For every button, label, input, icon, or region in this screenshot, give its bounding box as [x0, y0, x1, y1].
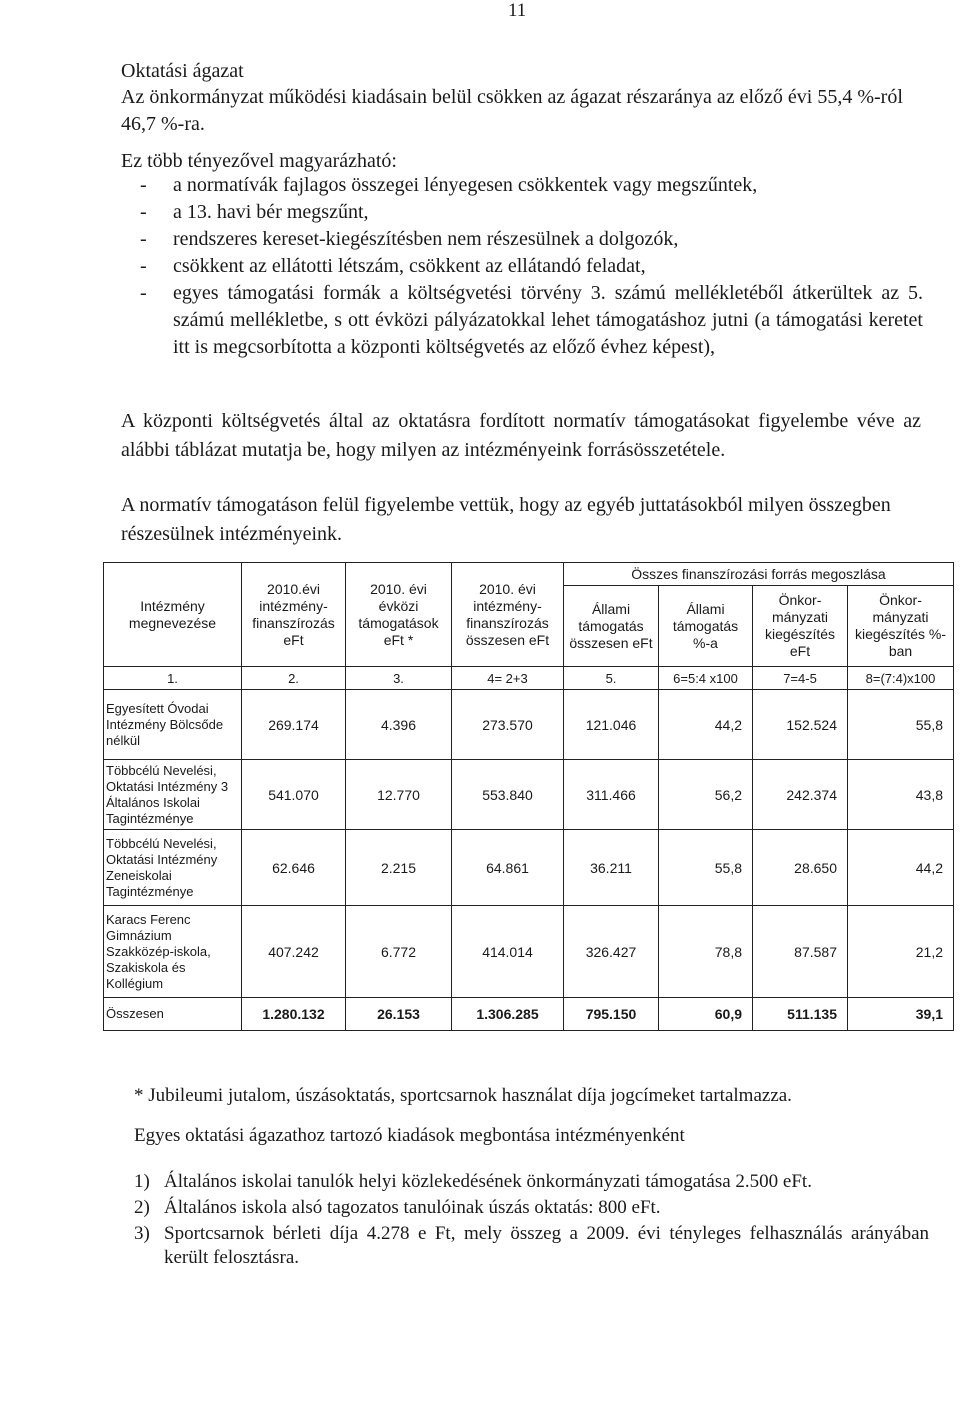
- header-funding-distribution: Összes finanszírozási forrás megoszlása: [564, 563, 954, 586]
- total-state-percent: 60,9: [659, 998, 753, 1031]
- column-number: 1.: [104, 667, 242, 690]
- table-total-row: [104, 998, 954, 1031]
- column-number: 6=5:4 x100: [659, 667, 753, 690]
- total-financing: 1.280.132: [242, 998, 346, 1031]
- note-text: Általános iskolai tanulók helyi közlekedésének önkormányzati támogatása 2.500 eFt.: [164, 1171, 812, 1192]
- intro-paragraph: Az önkormányzat működési kiadásain belül csökken az ágazat részaránya az előző évi 55,4 %-ról 46,7 %-ra.: [121, 86, 903, 135]
- central-budget-paragraph: A központi költségvetés által az oktatásra fordított normatív támogatásokat figyelembe véve az alábbi táblázat mutatja be, hogy milyen az intézményeink forrásösszetétele.: [121, 410, 921, 461]
- header-yearly-support: 2010. évi évközi támogatások eFt *: [346, 563, 452, 667]
- cell-yearly-support: 4.396: [346, 690, 452, 760]
- note-number: 3): [134, 1223, 150, 1244]
- header-state-support-percent: Állami támogatás %-a: [659, 586, 753, 667]
- table-row: [104, 690, 954, 760]
- page-number: 11: [508, 0, 527, 21]
- expense-breakdown-heading: Egyes oktatási ágazathoz tartozó kiadások megbontása intézményenként: [134, 1125, 685, 1146]
- expense-note: [134, 1170, 929, 1194]
- table-row: [104, 760, 954, 830]
- note-number: 1): [134, 1171, 150, 1192]
- cell-financing: 407.242: [242, 906, 346, 998]
- cell-financing: 62.646: [242, 830, 346, 906]
- cell-municipal-supplement: 152.524: [753, 690, 848, 760]
- column-number: 2.: [242, 667, 346, 690]
- cell-municipal-percent: 21,2: [848, 906, 954, 998]
- reason-item: - a normatívák fajlagos összegei lényegesen csökkentek vagy megszűntek,: [130, 172, 923, 199]
- header-institution-name: Intézmény megnevezése: [104, 563, 242, 667]
- cell-state-support: 121.046: [564, 690, 659, 760]
- reason-item: - a 13. havi bér megszűnt,: [130, 199, 923, 226]
- total-label: Összesen: [104, 998, 242, 1031]
- expense-note: [134, 1222, 929, 1270]
- column-number: 7=4-5: [753, 667, 848, 690]
- institution-name: Többcélú Nevelési, Oktatási Intézmény Zeneiskolai Tagintézménye: [104, 830, 242, 906]
- cell-financing: 541.070: [242, 760, 346, 830]
- table-footnote: * Jubileumi jutalom, úszásoktatás, sportcsarnok használat díja jogcímeket tartalmazza.: [134, 1085, 792, 1106]
- cell-municipal-percent: 43,8: [848, 760, 954, 830]
- table-row: [104, 830, 954, 906]
- total-financing-total: 1.306.285: [452, 998, 564, 1031]
- total-municipal-percent: 39,1: [848, 998, 954, 1031]
- table-row: [104, 906, 954, 998]
- cell-municipal-percent: 55,8: [848, 690, 954, 760]
- note-number: 2): [134, 1197, 150, 1218]
- cell-yearly-support: 2.215: [346, 830, 452, 906]
- cell-financing-total: 64.861: [452, 830, 564, 906]
- cell-state-percent: 78,8: [659, 906, 753, 998]
- section-title: Oktatási ágazat: [121, 60, 244, 82]
- column-number: 5.: [564, 667, 659, 690]
- cell-financing-total: 273.570: [452, 690, 564, 760]
- cell-municipal-supplement: 242.374: [753, 760, 848, 830]
- reason-item: - csökkent az ellátotti létszám, csökkent az ellátandó feladat,: [130, 253, 923, 280]
- note-text: Sportcsarnok bérleti díja 4.278 e Ft, mely összeg a 2009. évi tényleges felhasználás arányában került felosztásra.: [164, 1223, 929, 1268]
- cell-financing: 269.174: [242, 690, 346, 760]
- institution-name: Többcélú Nevelési, Oktatási Intézmény 3 Általános Iskolai Tagintézménye: [104, 760, 242, 830]
- cell-financing-total: 414.014: [452, 906, 564, 998]
- header-municipal-supplement-percent: Önkor-mányzati kiegészítés %-ban: [848, 586, 954, 667]
- total-municipal-supplement: 511.135: [753, 998, 848, 1031]
- column-number: 4= 2+3: [452, 667, 564, 690]
- column-number: 3.: [346, 667, 452, 690]
- cell-yearly-support: 6.772: [346, 906, 452, 998]
- other-support-paragraph: A normatív támogatáson felül figyelembe vettük, hogy az egyéb juttatásokból milyen összegben részesülnek intézményeink.: [121, 494, 891, 545]
- cell-municipal-supplement: 28.650: [753, 830, 848, 906]
- total-state-support: 795.150: [564, 998, 659, 1031]
- cell-financing-total: 553.840: [452, 760, 564, 830]
- funding-table: [103, 562, 954, 1031]
- expense-note: [134, 1196, 929, 1220]
- header-institution-financing: 2010.évi intézmény-finanszírozás eFt: [242, 563, 346, 667]
- cell-state-support: 36.211: [564, 830, 659, 906]
- cell-state-percent: 44,2: [659, 690, 753, 760]
- explanation-lead: Ez több tényezővel magyarázható:: [121, 150, 397, 172]
- note-text: Általános iskola alsó tagozatos tanulóinak úszás oktatás: 800 eFt.: [164, 1197, 661, 1218]
- column-number: 8=(7:4)x100: [848, 667, 954, 690]
- total-yearly-support: 26.153: [346, 998, 452, 1031]
- cell-yearly-support: 12.770: [346, 760, 452, 830]
- cell-state-percent: 55,8: [659, 830, 753, 906]
- expense-notes-list: [134, 1170, 929, 1272]
- header-municipal-supplement: Önkor-mányzati kiegészítés eFt: [753, 586, 848, 667]
- cell-state-percent: 56,2: [659, 760, 753, 830]
- cell-municipal-supplement: 87.587: [753, 906, 848, 998]
- institution-name: Egyesített Óvodai Intézmény Bölcsőde nélkül: [104, 690, 242, 760]
- cell-state-support: 311.466: [564, 760, 659, 830]
- reason-item: - rendszeres kereset-kiegészítésben nem részesülnek a dolgozók,: [130, 226, 923, 253]
- institution-name: Karacs Ferenc Gimnázium Szakközép-iskola, Szakiskola és Kollégium: [104, 906, 242, 998]
- header-financing-total: 2010. évi intézmény-finanszírozás összesen eFt: [452, 563, 564, 667]
- header-state-support-total: Állami támogatás összesen eFt: [564, 586, 659, 667]
- cell-municipal-percent: 44,2: [848, 830, 954, 906]
- cell-state-support: 326.427: [564, 906, 659, 998]
- reasons-list: [130, 172, 923, 361]
- reason-item: - egyes támogatási formák a költségvetési törvény 3. számú mellékletéből átkerültek az 5. számú mellékletbe, s ott évközi pályázatokkal lehet támogatáshoz jutni (a támogatási keretet itt is megcsorbította a központi költségvetés az előző évhez képest),: [130, 280, 923, 361]
